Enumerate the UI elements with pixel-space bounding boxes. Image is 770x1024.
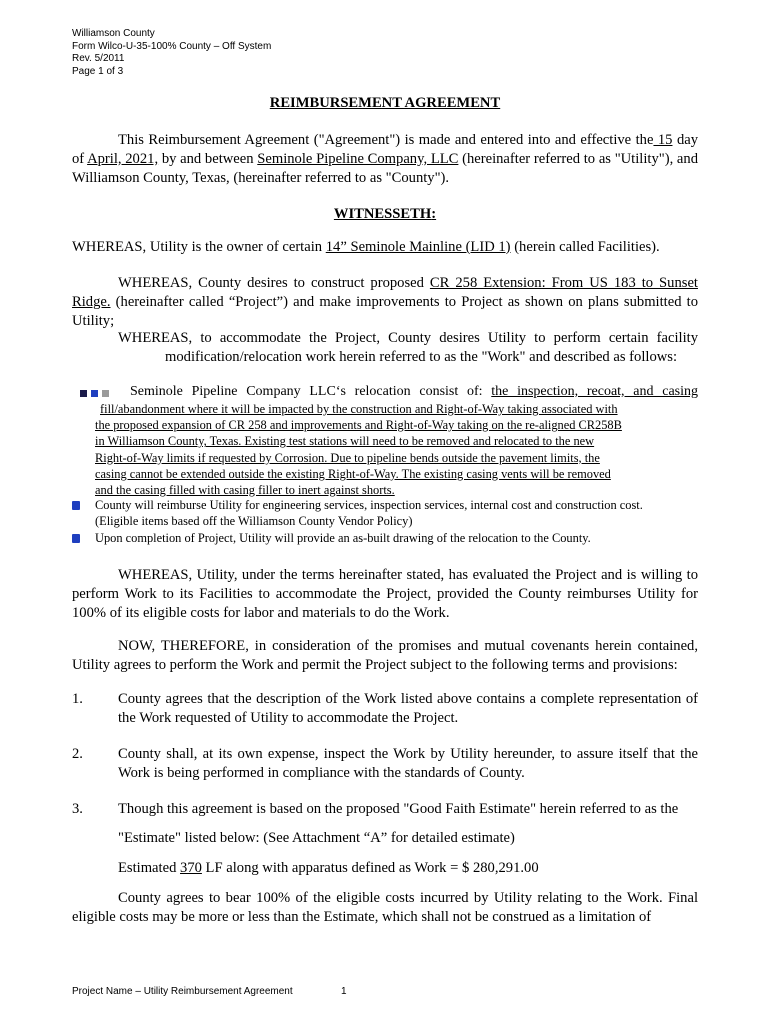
- as-built-bullet: Upon completion of Project, Utility will provide an as-built drawing of the relocation to the County.: [95, 531, 591, 545]
- estimate-quantity: 370: [180, 860, 202, 876]
- bullet-icon: [72, 501, 80, 510]
- whereas-facilities: WHEREAS, Utility is the owner of certain 14” Seminole Mainline (LID 1) (herein called Facilities).: [72, 239, 660, 255]
- whereas-project: WHEREAS, County desires to construct proposed CR 258 Extension: From US 183 to Sunset Ridge. (hereinafter called “Project”) and make improvements to Project as shown on plans submitted to Utility;: [72, 275, 698, 329]
- item-text: County agrees that the description of the Work listed above contains a complete representation of the Work requested of Utility to accommodate the Project.: [118, 691, 698, 726]
- effective-month-year: April, 2021,: [87, 151, 159, 167]
- utility-name: Seminole Pipeline Company, LLC: [257, 151, 459, 167]
- estimate-line: Estimated 370 LF along with apparatus defined as Work = $ 280,291.00: [118, 860, 539, 876]
- witnesseth-heading: WITNESSETH:: [333, 206, 437, 222]
- form-id: Form Wilco-U-35-100% County – Off System: [72, 40, 272, 52]
- intro-paragraph: This Reimbursement Agreement ("Agreement") is made and entered into and effective the 15 day of April, 2021, by and between Seminole Pipeline Company, LLC (hereinafter referred to as "Utility"), and Williamson County, Texas, (hereinafter referred to as "County").: [72, 132, 699, 186]
- form-header: [72, 28, 271, 78]
- whereas-work-line1: WHEREAS, to accommodate the Project, County desires Utility to perform certain facility: [118, 330, 698, 346]
- estimate-amount: LF along with apparatus defined as Work = $ 280,291.00: [201, 860, 539, 876]
- page-indicator: Page 1 of 3: [72, 65, 124, 77]
- item-number: 2.: [72, 746, 83, 762]
- facility-name: 14” Seminole Mainline (LID 1): [325, 239, 511, 255]
- effective-day: 15: [653, 132, 673, 148]
- item-number: 1.: [72, 691, 83, 707]
- county-name: Williamson County: [72, 28, 155, 39]
- project-name-end: Ridge.: [72, 294, 111, 310]
- item-text: County shall, at its own expense, inspect the Work by Utility hereunder, to assure itself that the Work is being performed in compliance with the standards of County.: [118, 746, 698, 781]
- reimbursement-bullet: County will reimburse Utility for engineering services, inspection services, internal cost and construction cost. (Eligible items based off the Williamson County Vendor Policy): [95, 498, 643, 529]
- footer-page-number: 1: [341, 986, 347, 997]
- now-therefore-paragraph: NOW, THEREFORE, in consideration of the promises and mutual covenants herein contained, Utility agrees to perform the Work and permit the Project subject to the following terms and provisions:: [72, 638, 698, 673]
- whereas-evaluation: WHEREAS, Utility, under the terms hereinafter stated, has evaluated the Project and is willing to perform Work to its Facilities to accommodate the Project, provided the County reimburses Utility for 100% of its eligible costs for labor and materials to do the Work.: [72, 567, 698, 621]
- item-text: Though this agreement is based on the proposed "Good Faith Estimate" herein referred to as the: [118, 801, 679, 817]
- footer-project-label: Project Name – Utility Reimbursement Agreement: [72, 986, 293, 997]
- work-description-text: fill/abandonment where it will be impacted by the construction and Right-of-Way taking associated with: [100, 402, 618, 416]
- document-title: REIMBURSEMENT AGREEMENT: [269, 95, 501, 111]
- cost-paragraph: County agrees to bear 100% of the eligible costs incurred by Utility relating to the Work. Final eligible costs may be more or less than the Estimate, which shall not be construed as a limitation of: [72, 890, 698, 925]
- project-name: CR 258 Extension: From US 183 to Sunset: [429, 275, 698, 291]
- whereas-work-line2: modification/relocation work herein referred to as the "Work" and described as follows:: [165, 349, 678, 365]
- item-continuation: "Estimate" listed below: (See Attachment “A” for detailed estimate): [118, 830, 515, 846]
- work-description-bullet: Seminole Pipeline Company LLC‘s relocation consist of: the inspection, recoat, and casing fill/abandonment where it will be impacted by the construction and Right-of-Way taking associated with the proposed expansion of CR 258 and improvements and Right-of-Way taking on the re-aligned CR258B in Williamson County, Texas. Existing test stations will need to be removed and relocated to the new Right-of-Way limits if requested by Corrosion. Due to pipeline bends outside the pavement limits, the casing cannot be extended outside the existing Right-of-Way. The existing casing vents will be removed and the casing filled with casing filler to inert against shorts.: [72, 382, 698, 498]
- revision: Rev. 5/2011: [72, 53, 125, 64]
- item-number: 3.: [72, 801, 83, 817]
- bullet-icon: [72, 534, 80, 543]
